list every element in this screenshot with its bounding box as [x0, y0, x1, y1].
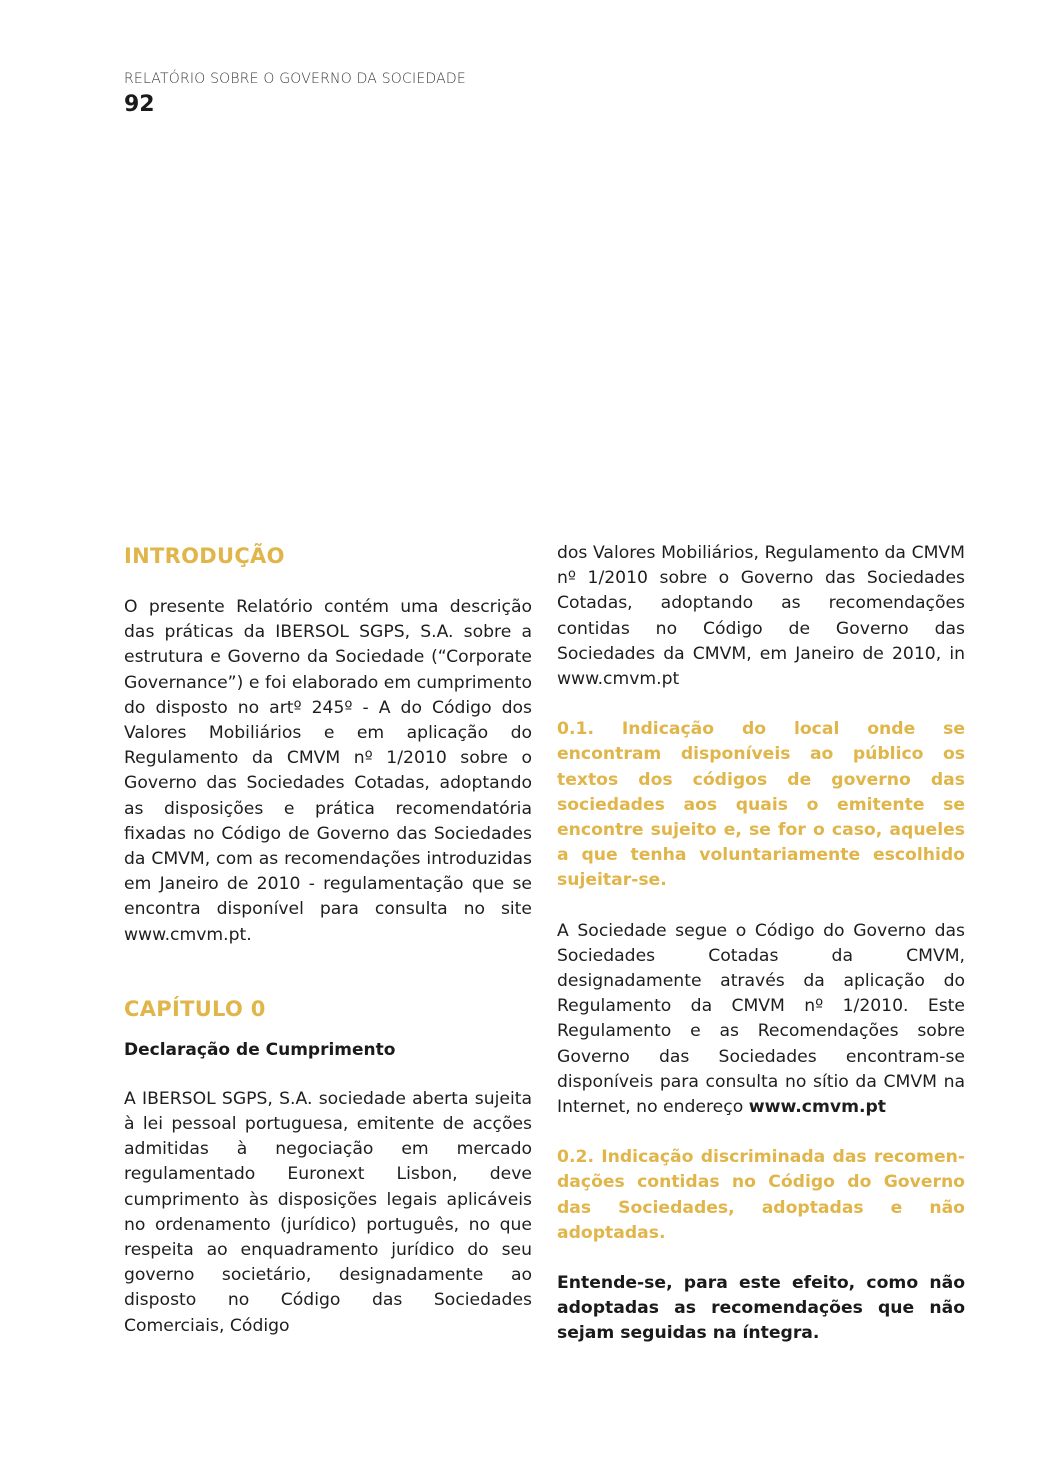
page-number: 92	[124, 92, 155, 117]
declaration-heading: Declaração de Cumprimento	[124, 1039, 396, 1060]
right-column	[557, 541, 965, 1347]
cmvm-website-link[interactable]: www.cmvm.pt	[748, 1097, 887, 1118]
introduction-paragraph: O presente Relatório contém uma descrição das práticas da IBERSOL SGPS, S.A. sobre a estrutura e Governo da Sociedade (“Corporate Governance”) e foi elaborado em cumprimento do disposto no artº 245º - A do Código dos Valores Mobiliários e em aplicação do Regulamento da CMVM nº 1/2010 sobre o Governo das Sociedades Cotadas, adoptando as disposições e prática recomendatória fixadas no Código de Governo das Sociedades da CMVM, com as recomendações introduzidas em Janeiro de 2010 - regulamentação que se encontra disponível para consulta no site www.cmvm.pt.	[124, 597, 532, 945]
chapter-heading: CAPÍTULO 0	[124, 996, 266, 1021]
declaration-paragraph: A IBERSOL SGPS, S.A. sociedade aberta sujeita à lei pessoal portuguesa, emitente de acções admitidas à negociação em mercado regulamentado Euronext Lisbon, deve cumprimento às disposições legais aplicáveis no ordenamento (jurídico) português, no que respeita ao enquadramento jurídico do seu governo societário, designadamente ao disposto no Código das Sociedades Comerciais, Código	[124, 1088, 532, 1336]
introduction-heading: INTRODUÇÃO	[124, 544, 285, 568]
answer-0-1-text: A Sociedade segue o Código do Governo das Sociedades Cotadas da CMVM, designadamente através da aplicação do Regulamento da CMVM nº 1/2010. Este Regulamento e as Recomendações sobre Governo das Sociedades encontram-se disponíveis para consulta no sítio da CMVM na Internet, no endereço	[557, 920, 965, 1118]
continuation-paragraph: dos Valores Mobiliários, Regulamento da CMVM nº 1/2010 sobre o Governo das Sociedades Cotadas, adoptando as recomendações contidas no Código de Governo das Sociedades da CMVM, em Janeiro de 2010, in www.cmvm.pt	[557, 543, 965, 690]
running-header-title: RELATÓRIO SOBRE O GOVERNO DA SOCIEDADE	[124, 71, 466, 87]
question-0-1: 0.1. Indicação do local onde se encontram disponíveis ao público os textos dos códigos de governo das sociedades aos quais o emitente se encontre sujeito e, se for o caso, aqueles a que tenha voluntariamente escolhido sujeitar-se.	[557, 719, 965, 891]
answer-0-2: Entende-se, para este efeito, como não adoptadas as recomendações que não sejam seguidas na íntegra.	[557, 1273, 965, 1344]
answer-0-1-paragraph	[557, 919, 965, 1121]
left-column	[124, 541, 532, 1339]
question-0-2: 0.2. Indicação discriminada das recomen-dações contidas no Código do Governo das Sociedades, adoptadas e não adoptadas.	[557, 1147, 965, 1243]
